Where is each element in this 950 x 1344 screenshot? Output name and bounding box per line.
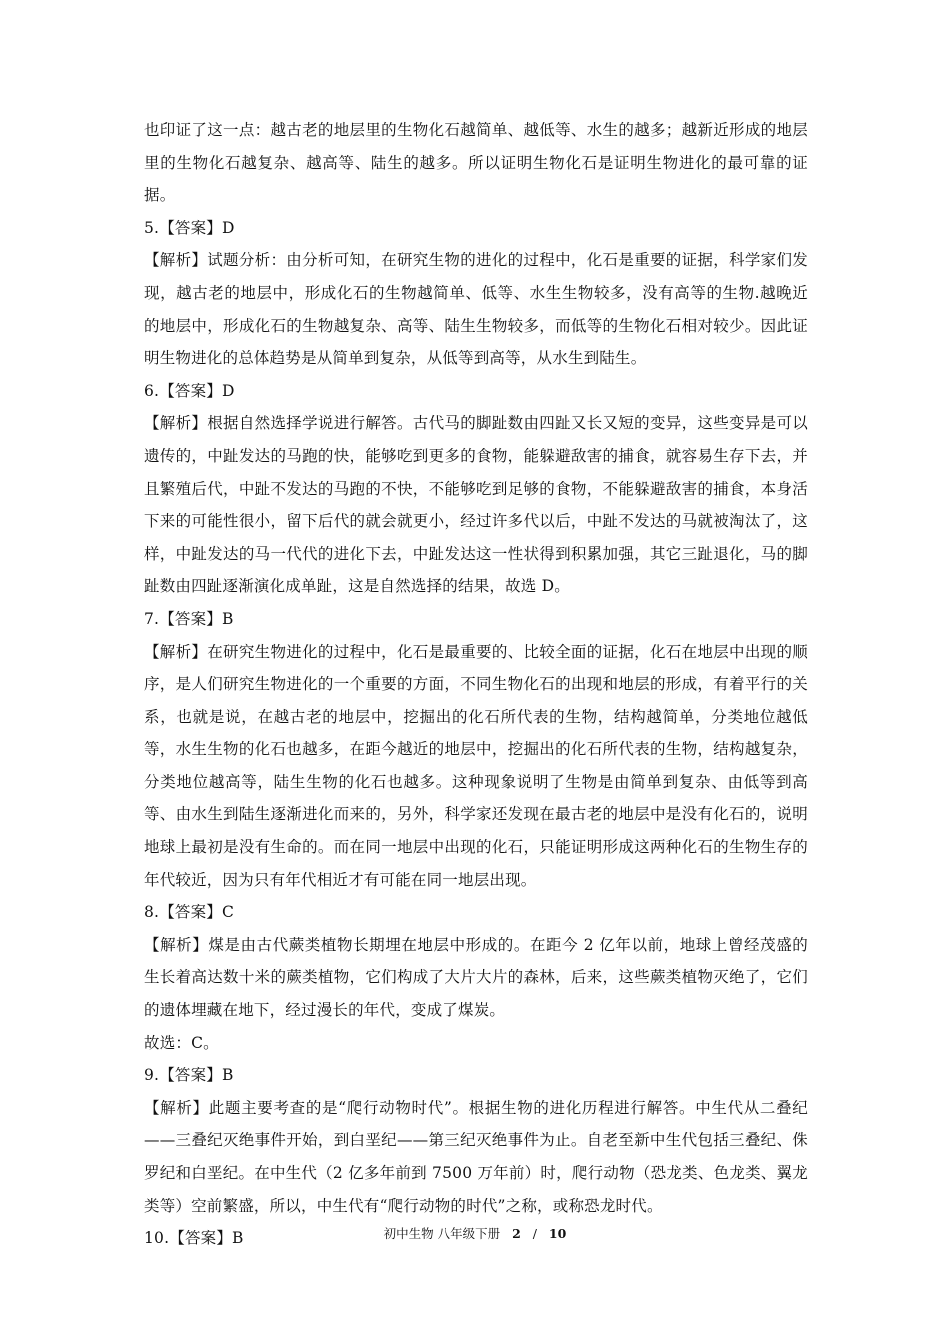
footer-page-total: 10 (548, 1226, 567, 1241)
explanation-paragraph: 【解析】根据自然选择学说进行解答。古代马的脚趾数由四趾又长又短的变异，这些变异是可以遗传的，中趾发达的马跑的快，能够吃到更多的食物，能躲避敌害的捕食，就容易生存下去，并且繁殖后代，中趾不发达的马跑的不快，不能够吃到足够的食物，不能躲避敌害的捕食，本身活下来的可能性很小，留下后代的就会就更小，经过许多代以后，中趾不发达的马就被淘汰了，这样，中趾发达的马一代代的进化下去，中趾发达这一性状得到积累加强，其它三趾退化，马的脚趾数由四趾逐渐演化成单趾，这是自然选择的结果，故选 D。 (144, 414, 808, 596)
footer-page-number: 2 (512, 1226, 521, 1241)
page-footer (0, 1224, 950, 1242)
answer-line: 8.【答案】C (144, 903, 235, 922)
answer-line: 6.【答案】D (144, 381, 235, 400)
answer-line: 故选：C。 (144, 1033, 219, 1052)
answer-line: 7.【答案】B (144, 609, 234, 628)
explanation-paragraph: 【解析】在研究生物进化的过程中，化石是最重要的、比较全面的证据，化石在地层中出现的顺序，是人们研究生物进化的一个重要的方面，不同生物化石的出现和地层的形成，有着平行的关系，也就是说，在越古老的地层中，挖掘出的化石所代表的生物，结构越简单，分类地位越低等，水生生物的化石也越多，在距今越近的地层中，挖掘出的化石所代表的生物，结构越复杂，分类地位越高等，陆生生物的化石也越多。这种现象说明了生物是由简单到复杂、由低等到高等、由水生到陆生逐渐进化而来的，另外，科学家还发现在最古老的地层中是没有化石的，说明地球上最初是没有生命的。而在同一地层中出现的化石，只能证明形成这两种化石的生物生存的年代较近，因为只有年代相近才有可能在同一地层出现。 (144, 642, 808, 889)
answer-line: 5.【答案】D (144, 218, 235, 237)
footer-page-separator: / (532, 1226, 537, 1241)
answer-line: 10.【答案】B (144, 1229, 244, 1248)
explanation-paragraph: 【解析】煤是由古代蕨类植物长期埋在地层中形成的。在距今 2 亿年以前，地球上曾经茂盛的生长着高达数十米的蕨类植物，它们构成了大片大片的森林，后来，这些蕨类植物灭绝了，它们的遗体埋藏在地下，经过漫长的年代，变成了煤炭。 (144, 935, 808, 1020)
footer-course-label: 初中生物 八年级下册 (383, 1226, 501, 1241)
answer-line: 9.【答案】B (144, 1066, 234, 1085)
document-body (144, 114, 808, 1255)
explanation-paragraph: 【解析】试题分析：由分析可知，在研究生物的进化的过程中，化石是重要的证据，科学家们发现，越古老的地层中，形成化石的生物越简单、低等、水生生物较多，没有高等的生物.越晚近的地层中，形成化石的生物越复杂、高等、陆生生物较多，而低等的生物化石相对较少。因此证明生物进化的总体趋势是从简单到复杂，从低等到高等，从水生到陆生。 (144, 251, 808, 368)
explanation-paragraph: 也印证了这一点：越古老的地层里的生物化石越简单、越低等、水生的越多；越新近形成的地层里的生物化石越复杂、越高等、陆生的越多。所以证明生物化石是证明生物进化的最可靠的证据。 (144, 121, 808, 205)
explanation-paragraph: 【解析】此题主要考查的是“爬行动物时代”。根据生物的进化历程进行解答。中生代从二叠纪——三叠纪灭绝事件开始，到白垩纪——第三纪灭绝事件为止。自老至新中生代包括三叠纪、侏罗纪和白垩纪。在中生代（2 亿多年前到 7500 万年前）时，爬行动物（恐龙类、色龙类、翼龙类等）空前繁盛，所以，中生代有“爬行动物的时代”之称，或称恐龙时代。 (144, 1098, 808, 1215)
